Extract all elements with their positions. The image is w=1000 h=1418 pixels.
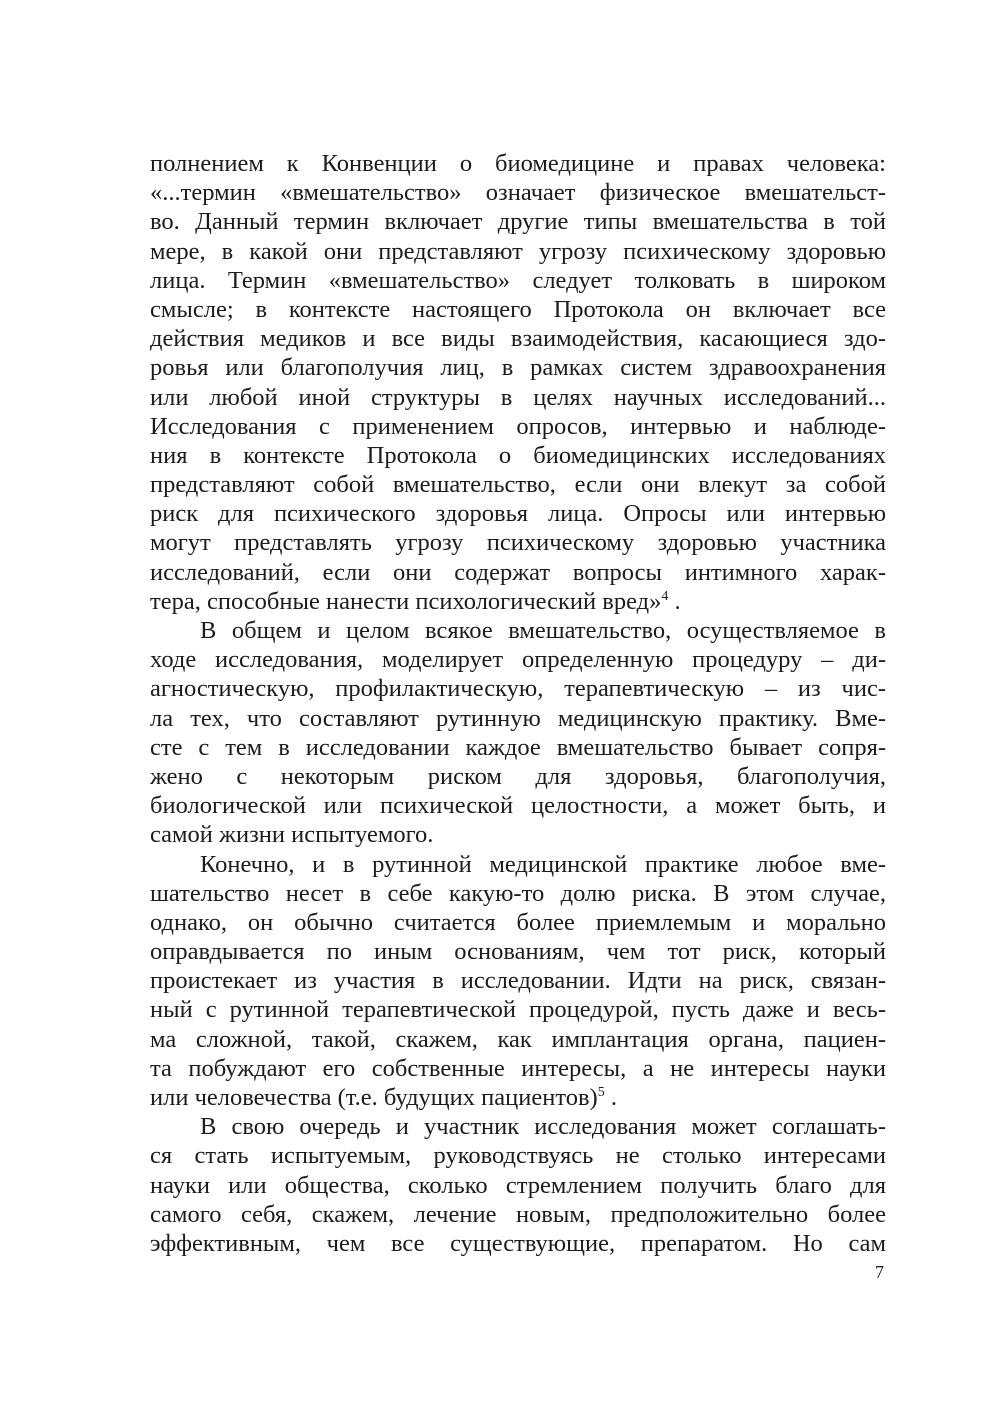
body-text: [150, 149, 886, 1258]
footnote-ref-4: 4: [661, 588, 669, 604]
text-line: проистекает из участия в исследовании. Идти на риск, связан-: [150, 967, 886, 995]
text-line: однако, он обычно считается более приемлемым и морально: [150, 908, 886, 936]
text-line: самого себя, скажем, лечение новым, предположительно более: [150, 1200, 886, 1228]
text-fragment: или человечества (т.е. будущих пациентов): [150, 1084, 598, 1111]
text-line: или любой иной структуры в целях научных исследований...: [150, 383, 886, 411]
text-line: представляют собой вмешательство, если они влекут за собой: [150, 471, 886, 499]
text-line: шательство несет в себе какую-то долю риска. В этом случае,: [150, 879, 886, 907]
text-line: Исследования с применением опросов, интервью и наблюде-: [150, 412, 886, 440]
page-number: 7: [875, 1262, 884, 1282]
text-line: оправдывается по иным основаниям, чем тот риск, который: [150, 938, 886, 966]
text-line: во. Данный термин включает другие типы вмешательства в той: [150, 208, 886, 236]
text-line: та побуждают его собственные интересы, а не интересы науки: [150, 1054, 886, 1082]
text-line: [150, 1083, 886, 1112]
paragraph-2: [150, 616, 886, 850]
text-line: биологической или психической целостности, а может быть, и: [150, 792, 886, 820]
text-line: ровья или благополучия лиц, в рамках систем здравоохранения: [150, 354, 886, 382]
text-line: действия медиков и все виды взаимодействия, касающиеся здо-: [150, 325, 886, 353]
text-line: «...термин «вмешательство» означает физическое вмешательст-: [150, 179, 886, 207]
text-line: ся стать испытуемым, руководствуясь не столько интересами: [150, 1142, 886, 1170]
text-line: жено с некоторым риском для здоровья, благополучия,: [150, 762, 886, 790]
text-line: исследований, если они содержат вопросы интимного харак-: [150, 558, 886, 586]
text-line: В общем и целом всякое вмешательство, осуществляемое в: [200, 617, 886, 644]
paragraph-1: [150, 149, 886, 616]
text-line: лица. Термин «вмешательство» следует толковать в широком: [150, 266, 886, 294]
text-line: В свою очередь и участник исследования может соглашать-: [200, 1113, 886, 1141]
text-line: сте с тем в исследовании каждое вмешательство бывает сопря-: [150, 733, 886, 761]
text-fragment: тера, способные нанести психологический вред»: [150, 587, 662, 615]
text-line: [150, 587, 886, 616]
text-fragment: .: [604, 1084, 617, 1111]
text-line: самой жизни испытуемого.: [150, 821, 434, 849]
text-line: эффективным, чем все существующие, препаратом. Но сам: [150, 1229, 886, 1257]
text-line: полнением к Конвенции о биомедицине и правах человека:: [150, 150, 886, 177]
text-line: мере, в какой они представляют угрозу психическому здоровью: [150, 237, 886, 265]
text-line: науки или общества, сколько стремлением получить благо для: [150, 1171, 886, 1199]
text-line: агностическую, профилактическую, терапевтическую – из чис-: [150, 675, 886, 703]
text-line: смысле; в контексте настоящего Протокола он включает все: [150, 295, 886, 323]
text-fragment: .: [668, 587, 681, 615]
text-line: ный с рутинной терапевтической процедурой, пусть даже и весь-: [150, 996, 886, 1024]
text-line: ла тех, что составляют рутинную медицинскую практику. Вме-: [150, 704, 886, 732]
text-line: ходе исследования, моделирует определенную процедуру – ди-: [150, 646, 886, 674]
text-line: ма сложной, такой, скажем, как имплантация органа, пациен-: [150, 1025, 886, 1053]
text-line: ния в контексте Протокола о биомедицинских исследованиях: [150, 441, 886, 469]
text-line: Конечно, и в рутинной медицинской практике любое вме-: [200, 850, 886, 878]
paragraph-4: [150, 1112, 886, 1258]
paragraph-3: [150, 850, 886, 1113]
text-line: могут представлять угрозу психическому здоровью участника: [150, 529, 886, 557]
text-line: риск для психического здоровья лица. Опросы или интервью: [150, 500, 886, 528]
footnote-ref-5: 5: [597, 1085, 605, 1100]
